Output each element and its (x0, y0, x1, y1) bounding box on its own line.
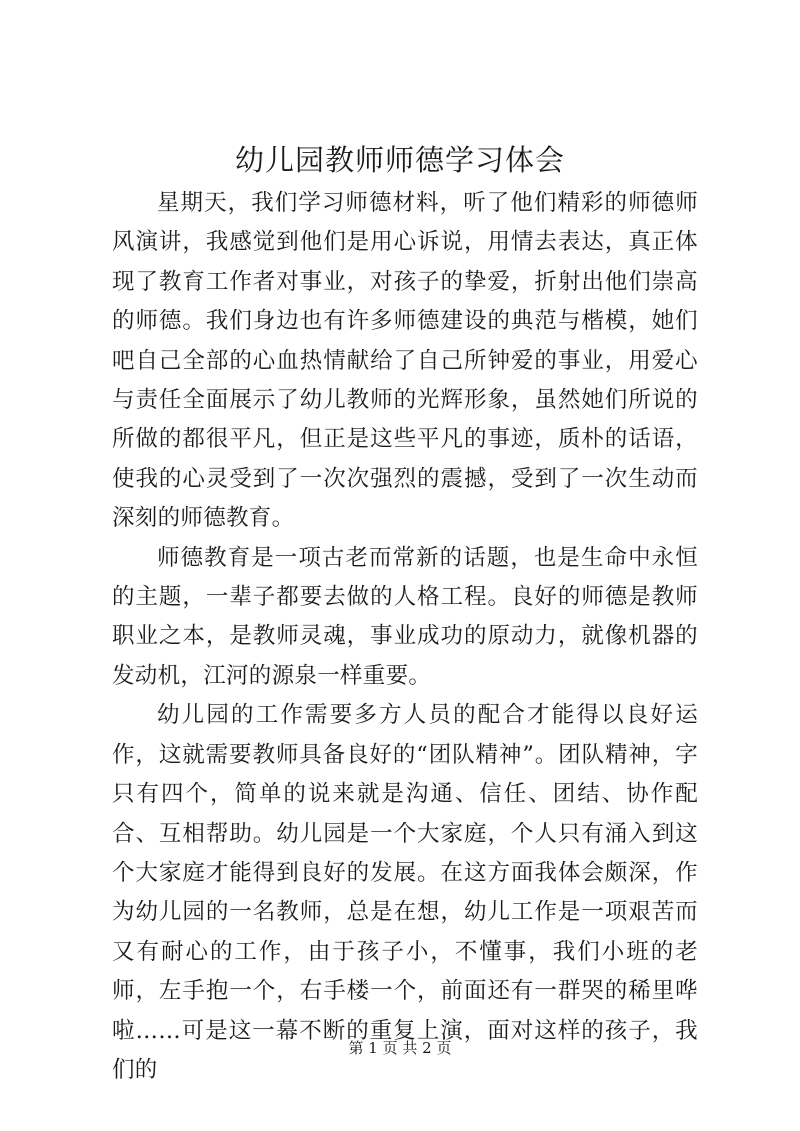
page-footer: 第 1 页 共 2 页 (348, 1039, 452, 1057)
paragraph: 师德教育是一项古老而常新的话题，也是生命中永恒的主题，一辈子都要去做的人格工程。良好的师德是教师职业之本，是教师灵魂，事业成功的原动力，就像机器的发动机，江河的源泉一样重要。 (112, 544, 698, 689)
paragraph: 星期天，我们学习师德材料，听了他们精彩的师德师风演讲，我感觉到他们是用心诉说，用情去表达，真正体现了教育工作者对事业，对孩子的挚爱，折射出他们崇高的师德。我们身边也有许多师德建设的典范与楷模，她们吧自己全部的心血热情献给了自己所钟爱的事业，用爱心与责任全面展示了幼儿教师的光辉形象，虽然她们所说的所做的都很平凡，但正是这些平凡的事迹，质朴的话语，使我的心灵受到了一次次强烈的震撼，受到了一次生动而深刻的师德教育。 (112, 190, 698, 532)
paragraph: 幼儿园的工作需要多方人员的配合才能得以良好运作，这就需要教师具备良好的“团队精神”。团队精神，字只有四个，简单的说来就是沟通、信任、团结、协作配合、互相帮助。幼儿园是一个大家庭，个人只有涌入到这个大家庭才能得到良好的发展。在这方面我体会颇深，作为幼儿园的一名教师，总是在想，幼儿工作是一项艰苦而又有耐心的工作，由于孩子小，不懂事，我们小班的老师，左手抱一个，右手楼一个，前面还有一群哭的稀里哗啦……可是这一幕不断的重复上演，面对这样的孩子，我们的 (112, 702, 698, 1083)
document-body (112, 184, 698, 1090)
document-title: 幼儿园教师师德学习体会 (234, 143, 565, 177)
